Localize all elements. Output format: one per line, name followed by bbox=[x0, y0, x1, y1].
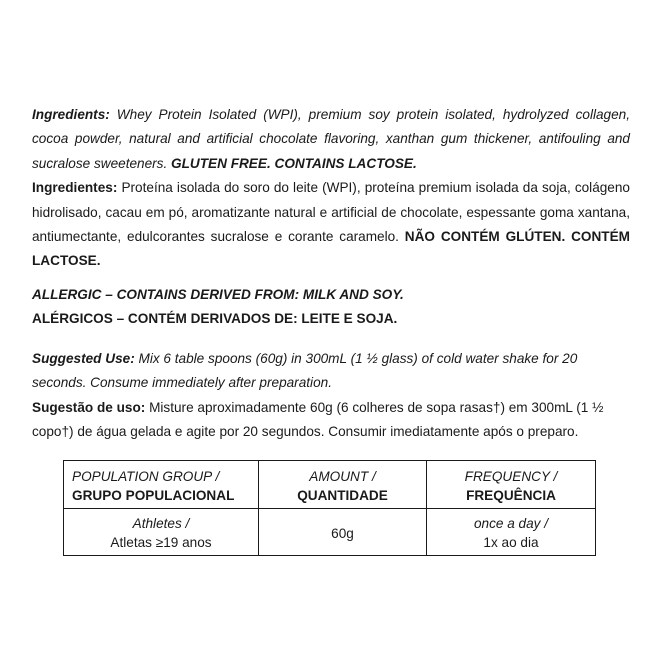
table-row bbox=[64, 509, 596, 556]
cell-frequency bbox=[427, 509, 596, 556]
header-population-group-english: POPULATION GROUP / bbox=[72, 468, 220, 484]
suggested-use-portuguese-text: Misture aproximadamente 60g (6 colheres de sopa rasas†) em 300mL (1 ½ copo†) de água gelada e agite por 20 segundos. Consumir imediatamente após o preparo. bbox=[32, 399, 604, 440]
suggested-use-english-label: Suggested Use: bbox=[32, 351, 135, 366]
suggested-use-portuguese-label: Sugestão de uso: bbox=[32, 399, 146, 415]
header-population-group bbox=[64, 461, 259, 509]
ingredients-english-label: Ingredients: bbox=[32, 107, 110, 122]
cell-frequency-portuguese: 1x ao dia bbox=[483, 535, 539, 550]
header-frequency bbox=[427, 461, 596, 509]
allergic-section bbox=[32, 283, 630, 332]
cell-population-group bbox=[64, 509, 259, 556]
ingredients-english bbox=[32, 103, 630, 176]
suggested-use-english-text: Mix 6 table spoons (60g) in 300mL (1 ½ glass) of cold water shake for 20 seconds. Consume immediately after preparation. bbox=[32, 351, 578, 391]
suggested-use-portuguese bbox=[32, 396, 630, 445]
allergic-portuguese: ALÉRGICOS – CONTÉM DERIVADOS DE: LEITE E SOJA. bbox=[32, 311, 398, 327]
ingredients-english-text: Whey Protein Isolated (WPI), premium soy protein isolated, hydrolyzed collagen, cocoa powder, natural and artificial chocolate flavoring, xanthan gum thickener, antifouling and sucralose sweeteners. bbox=[32, 107, 630, 171]
ingredients-portuguese-label: Ingredientes: bbox=[32, 180, 118, 196]
cell-frequency-english: once a day / bbox=[473, 516, 549, 531]
header-amount-portuguese: QUANTIDADE bbox=[297, 487, 388, 503]
gluten-lactose-english: GLUTEN FREE. CONTAINS LACTOSE. bbox=[171, 155, 417, 171]
suggested-use-section bbox=[32, 347, 630, 445]
allergic-english: ALLERGIC – CONTAINS DERIVED FROM: MILK AND SOY. bbox=[32, 287, 404, 302]
dosage-table bbox=[63, 460, 596, 556]
cell-group-english: Athletes / bbox=[132, 516, 190, 531]
ingredients-section bbox=[32, 103, 630, 274]
header-amount-english: AMOUNT / bbox=[309, 468, 376, 484]
header-population-group-portuguese: GRUPO POPULACIONAL bbox=[72, 487, 235, 503]
header-amount bbox=[259, 461, 427, 509]
header-frequency-english: FREQUENCY / bbox=[464, 468, 558, 484]
cell-amount: 60g bbox=[259, 509, 427, 556]
header-frequency-portuguese: FREQUÊNCIA bbox=[466, 487, 556, 503]
ingredients-portuguese bbox=[32, 176, 630, 274]
gluten-lactose-portuguese: NÃO CONTÉM GLÚTEN. CONTÉM LACTOSE. bbox=[32, 229, 630, 269]
suggested-use-english bbox=[32, 347, 630, 396]
table-header-row bbox=[64, 461, 596, 509]
cell-group-portuguese: Atletas ≥19 anos bbox=[110, 535, 212, 550]
ingredients-portuguese-text: Proteína isolada do soro do leite (WPI), proteína premium isolada da soja, colágeno hidrolisado, cacau em pó, aromatizante natural e artificial de chocolate, espessante goma xantana, antiumectante, edulcorantes sucralose e corante caramelo. bbox=[32, 180, 630, 245]
